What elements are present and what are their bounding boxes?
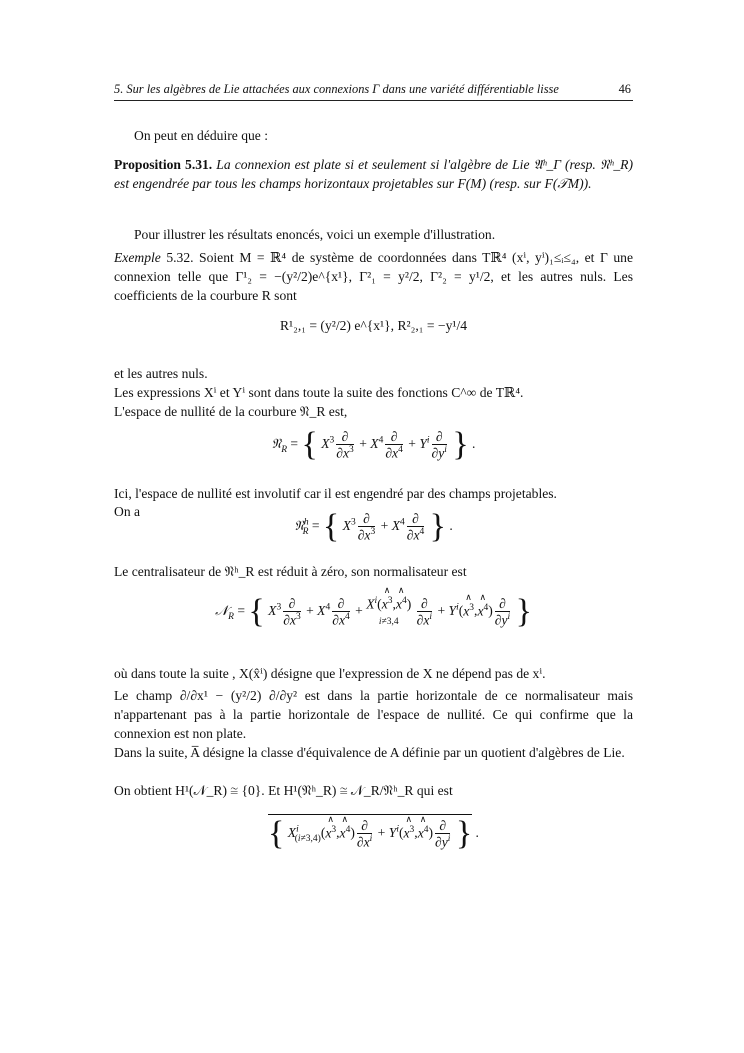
suite-paragraph [114, 743, 633, 762]
curvature-equation [114, 318, 633, 334]
intro-text: On peut en déduire que : [134, 128, 269, 143]
curvature-formula: R¹₂,₁ = (y²/2) e^{x¹}, R²₂,₁ = −y¹/4 [279, 318, 468, 333]
nullity-space-line [114, 402, 633, 421]
cohomology-equation: { $X^i_{(i\ne 3,4)}(\wedge$ $x^3,\wedge$ $x^4$) ∂ $\partial x^i$ + $Y^i(\wedge$ $x^3,\wedge$ $x^4$) ∂ $\partial y^i$ } . [114, 814, 633, 851]
illustration-paragraph [114, 225, 633, 244]
proposition-text: La connexion est plate si et seulement si l'algèbre de Lie 𝔄ʰ_Γ (resp. 𝔑ʰ_R) est engendrée par tous les champs horizontaux projetables sur F(M) (resp. sur F(𝒯M)). [114, 157, 634, 191]
involutive-text: Ici, l'espace de nullité est involutif car il est engendré par des champs projetables. [114, 486, 557, 501]
suite-text: Dans la suite, A̅ désigne la classe d'équivalence de A définie par un quotient d'algèbres de Lie. [114, 745, 625, 760]
running-header [114, 82, 633, 101]
obtain-text: On obtient H¹(𝒩_R) ≅ {0}. Et H¹(𝔑ʰ_R) ≅ 𝒩_R/𝔑ʰ_R qui est [114, 783, 453, 798]
example-label: Exemple [114, 250, 161, 265]
example-text: Soient M = ℝ⁴ de système de coordonnées dans Tℝ⁴ (xⁱ, yⁱ)₁≤ᵢ≤₄, et Γ une connexion telle que Γ¹₂ = −(y²/2)e^{x¹}, Γ²₁ = y²/2, Γ²₂ = y¹/2, et les autres nuls. Les coefficients de la courbure R sont [114, 250, 633, 303]
nullity-space-text: L'espace de nullité de la courbure 𝔑_R est, [114, 404, 348, 419]
normalizer-equation: 𝒩$_R$ = { $X^3$ ∂ $\partial x^3$ + $X^4$ ∂ $\partial x^4$ + $X^i(\wedge$ $x^3,\wedge$ $x^4$) i≠3,4 ∂ $\partial x^i$ + $Y^i(\wedge$ $x^3,\wedge$ $x^4$) ∂ $\partial y^i$ } [114, 595, 633, 629]
expressions-text: Les expressions Xⁱ et Yⁱ sont dans toute la suite des fonctions C^∞ de Tℝ⁴. [114, 385, 524, 400]
proposition-label: Proposition 5.31. [114, 157, 213, 172]
illustration-text: Pour illustrer les résultats enoncés, voici un exemple d'illustration. [134, 227, 496, 242]
on-a-text: On a [114, 504, 141, 519]
champ-paragraph [114, 686, 633, 743]
horizontal-nullity-equation: 𝔑$^h_R$ = { $X^3$ ∂ $\partial x^3$ + $X^4$ ∂ $\partial x^4$ } . [294, 508, 453, 545]
proposition-block [114, 155, 633, 193]
centralizer-text: Le centralisateur de 𝔑ʰ_R est réduit à zéro, son normalisateur est [114, 564, 467, 579]
champ-text: Le champ ∂/∂x¹ − (y²/2) ∂/∂y² est dans la partie horizontale de ce normalisateur mais n'appartenant pas à la partie horizontale de l'espace de nullité. Ce qui confirme que la connexion est non plate. [114, 688, 633, 741]
example-number: 5.32. [166, 250, 194, 265]
expressions-line [114, 383, 633, 402]
page-number: 46 [618, 82, 631, 96]
others-null-text: et les autres nuls. [114, 366, 208, 381]
example-block [114, 248, 633, 305]
intro-paragraph [114, 126, 633, 145]
obtain-line [114, 781, 633, 800]
where-text: où dans toute la suite , X(x̂ⁱ) désigne que l'expression de X ne dépend pas de xⁱ. [114, 666, 546, 681]
others-null-line [114, 364, 633, 383]
centralizer-line [114, 562, 633, 581]
nullity-equation: 𝔑$_R$ = { $X^3$ ∂ $\partial x^3$ + $X^4$ ∂ $\partial x^4$ + $Y^i$ ∂ $\partial y^i$ } . [271, 426, 476, 463]
where-line [114, 664, 633, 683]
header-title: 5. Sur les algèbres de Lie attachées aux connexions Γ dans une variété différentiable lisse [114, 82, 559, 96]
involutive-line [114, 484, 633, 503]
